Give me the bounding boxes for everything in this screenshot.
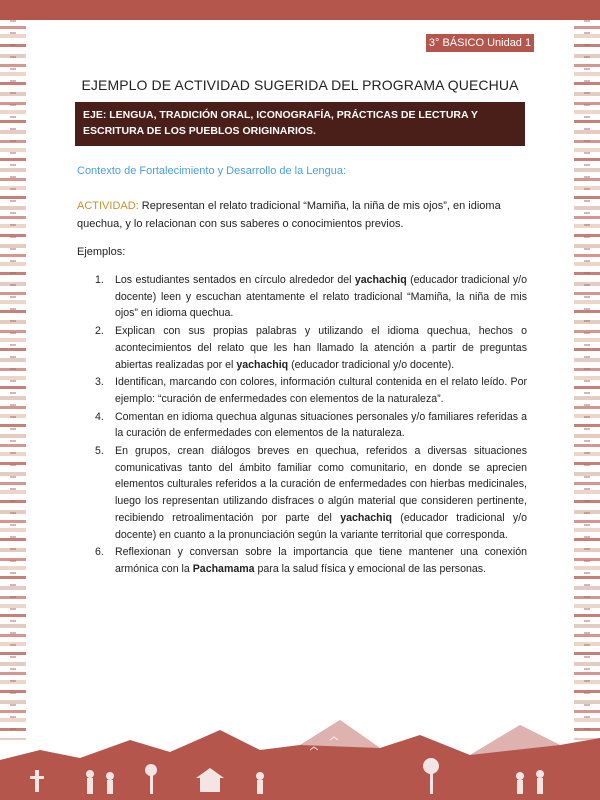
- top-decorative-band: [0, 0, 600, 20]
- example-item-bold-term: yachachiq: [340, 511, 393, 524]
- example-item: [77, 443, 527, 543]
- example-item-text: para la salud física y emocional de las personas.: [254, 562, 487, 575]
- example-item-text: (educador tradicional y/o docente) en cuanto a la pronunciación según la variante territorial que corresponda.: [115, 511, 528, 541]
- example-item-text: Los estudiantes sentados en círculo alrededor del: [115, 274, 355, 286]
- example-item: [77, 323, 527, 373]
- activity-label: ACTIVIDAD:: [77, 200, 139, 212]
- example-item-bold-term: Pachamama: [192, 562, 255, 575]
- right-decorative-border: [574, 20, 600, 740]
- example-item-number: 1.: [95, 274, 104, 286]
- example-item: [77, 544, 527, 577]
- footer-landscape-illustration: [0, 700, 600, 800]
- grade-unit-badge: 3° BÁSICO Unidad 1: [426, 34, 534, 52]
- left-decorative-border: [0, 20, 26, 740]
- example-item-text: Comentan en idioma quechua algunas situaciones personales y/o familiares referidas a la curación de enfermedades con elementos de la naturaleza.: [115, 410, 527, 440]
- example-item-text: (educador tradicional y/o docente).: [288, 358, 455, 371]
- example-item-number: 5.: [95, 445, 104, 458]
- example-item-number: 3.: [95, 376, 104, 389]
- axis-banner: EJE: LENGUA, TRADICIÓN ORAL, ICONOGRAFÍA, PRÁCTICAS DE LECTURA Y ESCRITURA DE LOS PUEBLOS ORIGINARIOS.: [75, 102, 525, 146]
- example-item-bold-term: yachachiq: [236, 358, 289, 371]
- example-item-number: 4.: [95, 410, 104, 423]
- example-item-text: Identifican, marcando con colores, información cultural contenida en el relato leído. Por ejemplo: “curación de enfermedades con elementos de la naturaleza”.: [115, 376, 527, 405]
- examples-list: [77, 272, 527, 579]
- context-heading: Contexto de Fortalecimiento y Desarrollo de la Lengua:: [77, 165, 347, 177]
- example-item-text: (educador tradicional y/o docente) leen y escuchan atentamente el relato tradicional “Mamiña, la niña de mis ojos” en idioma quechua.: [115, 274, 527, 320]
- example-item-number: 6.: [95, 546, 104, 559]
- example-item-number: 2.: [95, 325, 104, 338]
- example-item: [77, 272, 527, 322]
- activity-paragraph: [77, 197, 527, 233]
- example-item-text: Explican con sus propias palabras y utilizando el idioma quechua, hechos o acontecimientos del relato que les han llamado la atención a partir de preguntas abiertas realizadas por el: [115, 325, 527, 371]
- example-item-bold-term: yachachiq: [354, 274, 407, 286]
- example-item-text: En grupos, crean diálogos breves en quechua, referidos a diversas situaciones comunicativas tanto del ámbito familiar como comunitario, en donde se aprecien elementos culturales referidos a la curación de enfermedades con hierbas medicinales, luego los representan utilizando disfraces o algún material que consideren pertinente, recibiendo retroalimentación por parte del: [115, 445, 527, 524]
- activity-text: Representan el relato tradicional “Mamiña, la niña de mis ojos”, en idioma quechua, y lo relacionan con sus saberes o conocimientos previos.: [77, 200, 501, 230]
- example-item: [77, 374, 527, 407]
- example-item: [77, 409, 527, 442]
- examples-label: Ejemplos:: [77, 246, 126, 258]
- page-title: EJEMPLO DE ACTIVIDAD SUGERIDA DEL PROGRAMA QUECHUA: [81, 77, 519, 93]
- example-item-text: Reflexionan y conversan sobre la importancia que tiene mantener una conexión armónica con la: [115, 546, 527, 575]
